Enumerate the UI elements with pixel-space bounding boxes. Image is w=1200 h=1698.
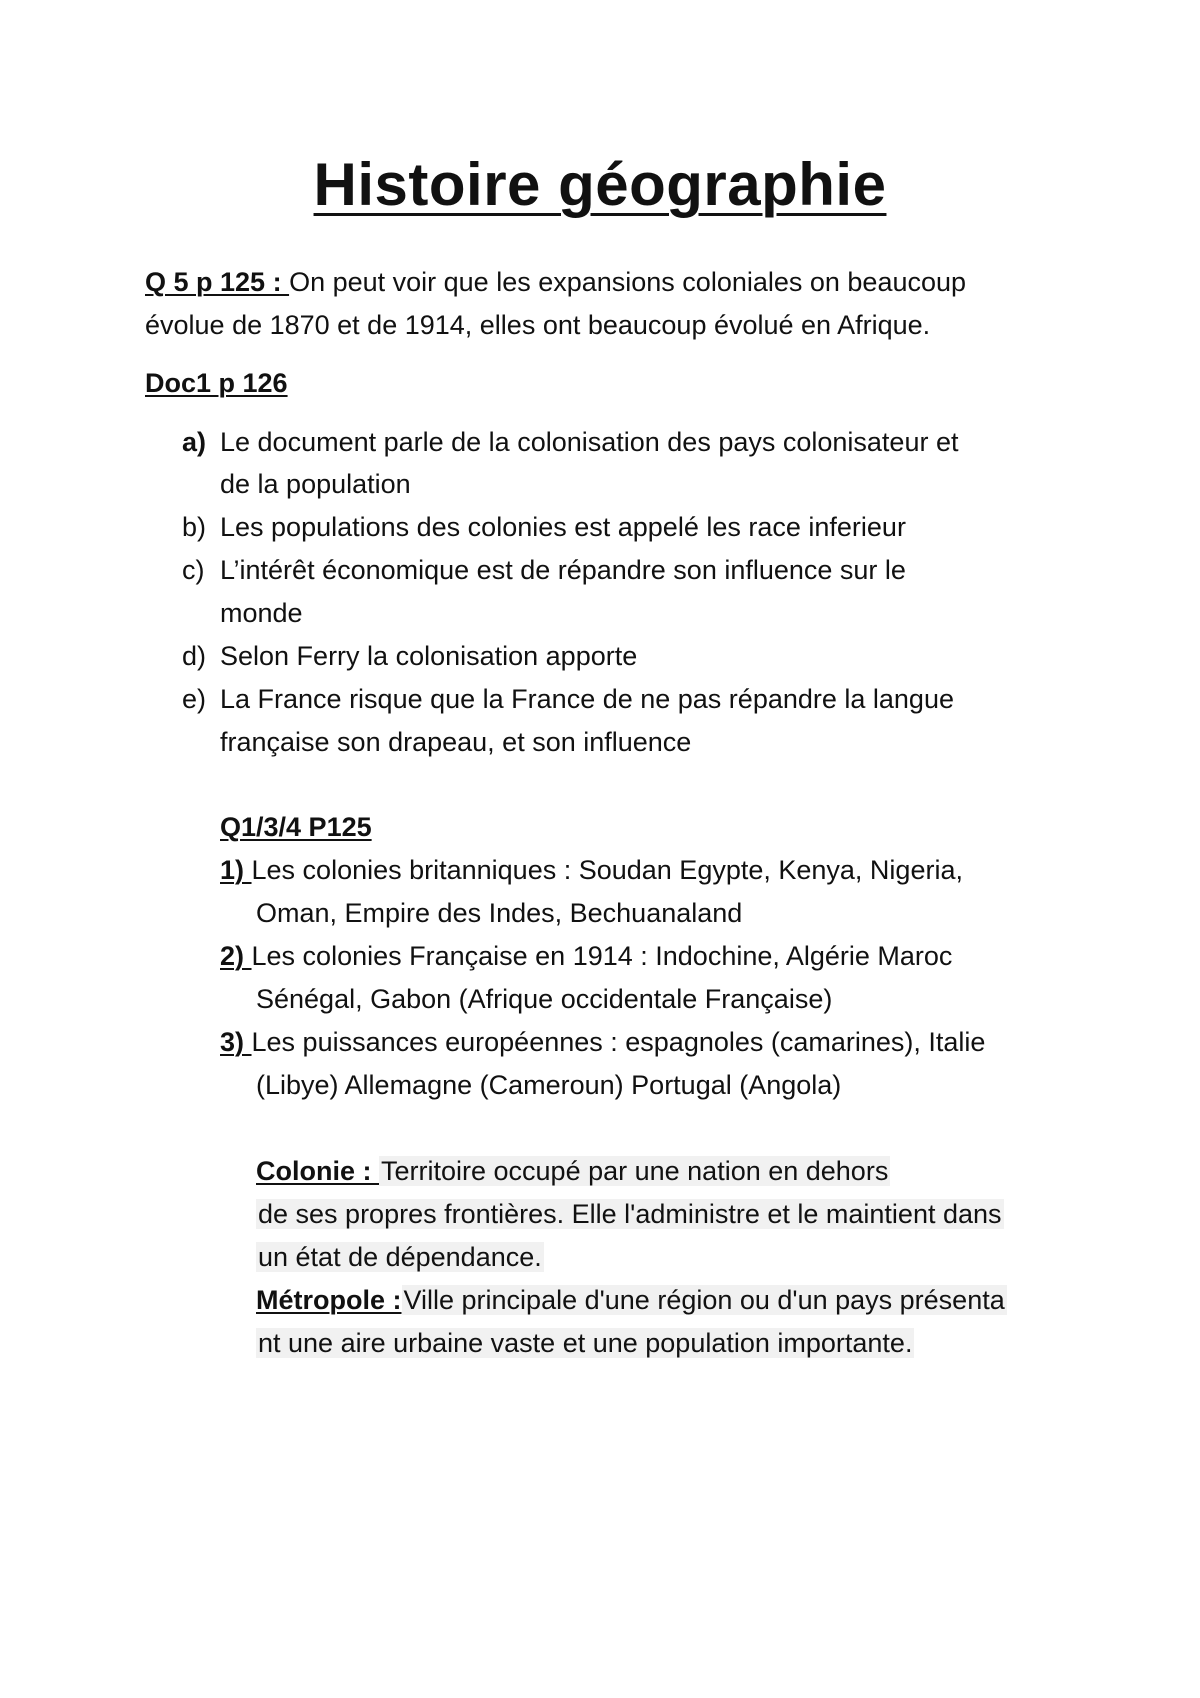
q134-marker-3: 3): [220, 1027, 252, 1057]
colonie-text-1: Territoire occupé par une nation en dehors: [381, 1156, 889, 1186]
q134-item-2-line-1: [220, 936, 952, 976]
doc1-item-d-line-1: Selon Ferry la colonisation apporte: [220, 641, 638, 671]
q134-item-1-line-2: Oman, Empire des Indes, Bechuanaland: [256, 898, 743, 928]
metropole-text-1: Ville principale d'une région ou d'un pays présenta: [403, 1285, 1005, 1315]
doc1-item-e-line-2: française son drapeau, et son influence: [220, 727, 692, 757]
q5-text-1: On peut voir que les expansions coloniales on beaucoup: [289, 267, 967, 297]
page-title: Histoire géographie: [313, 151, 887, 218]
doc1-item-c-line-2: monde: [220, 598, 303, 628]
q134-item-2-text: Les colonies Française en 1914 : Indochine, Algérie Maroc: [251, 941, 953, 971]
metropole-line-2: [256, 1323, 914, 1363]
doc1-item-e-line-1: La France risque que la France de ne pas répandre la langue: [220, 684, 954, 714]
colonie-line-1: [256, 1151, 890, 1191]
q134-marker-1: 1): [220, 855, 252, 885]
q134-marker-2: 2): [220, 941, 252, 971]
doc1-marker-b: b): [182, 512, 207, 542]
q5-line-2: évolue de 1870 et de 1914, elles ont beaucoup évolué en Afrique.: [145, 310, 931, 340]
doc1-heading: Doc1 p 126: [145, 368, 288, 398]
doc1-item-a-line-2: de la population: [220, 469, 411, 499]
colonie-label: Colonie :: [256, 1156, 379, 1186]
doc1-marker-c: c): [182, 555, 205, 585]
q5-label: Q 5 p 125 :: [145, 267, 290, 297]
q134-item-3-text: Les puissances européennes : espagnoles (camarines), Italie: [251, 1027, 986, 1057]
doc1-item-a-line-1: Le document parle de la colonisation des pays colonisateur et: [220, 427, 959, 457]
doc1-marker-a: a): [182, 427, 207, 457]
metropole-line-1: [256, 1280, 1007, 1320]
q134-item-3-line-2: (Libye) Allemagne (Cameroun) Portugal (Angola): [256, 1070, 842, 1100]
q134-heading: Q1/3/4 P125: [220, 812, 372, 842]
q134-item-3-line-1: [220, 1022, 985, 1062]
colonie-text-3: un état de dépendance.: [258, 1242, 542, 1272]
q5-line-1: [145, 262, 966, 302]
doc1-item-c-line-1: L’intérêt économique est de répandre son influence sur le: [220, 555, 906, 585]
doc1-marker-e: e): [182, 684, 207, 714]
colonie-line-2: [256, 1194, 1004, 1234]
q134-item-2-line-2: Sénégal, Gabon (Afrique occidentale Française): [256, 984, 833, 1014]
colonie-text-2: de ses propres frontières. Elle l'administre et le maintient dans: [258, 1199, 1002, 1229]
q134-item-1-line-1: [220, 850, 963, 890]
colonie-line-3: [256, 1237, 544, 1277]
metropole-label: Métropole :: [256, 1285, 402, 1315]
metropole-text-2: nt une aire urbaine vaste et une population importante.: [258, 1328, 913, 1358]
doc1-marker-d: d): [182, 641, 207, 671]
doc1-item-b-line-1: Les populations des colonies est appelé les race inferieur: [220, 512, 906, 542]
q134-item-1-text: Les colonies britanniques : Soudan Egypte, Kenya, Nigeria,: [251, 855, 963, 885]
